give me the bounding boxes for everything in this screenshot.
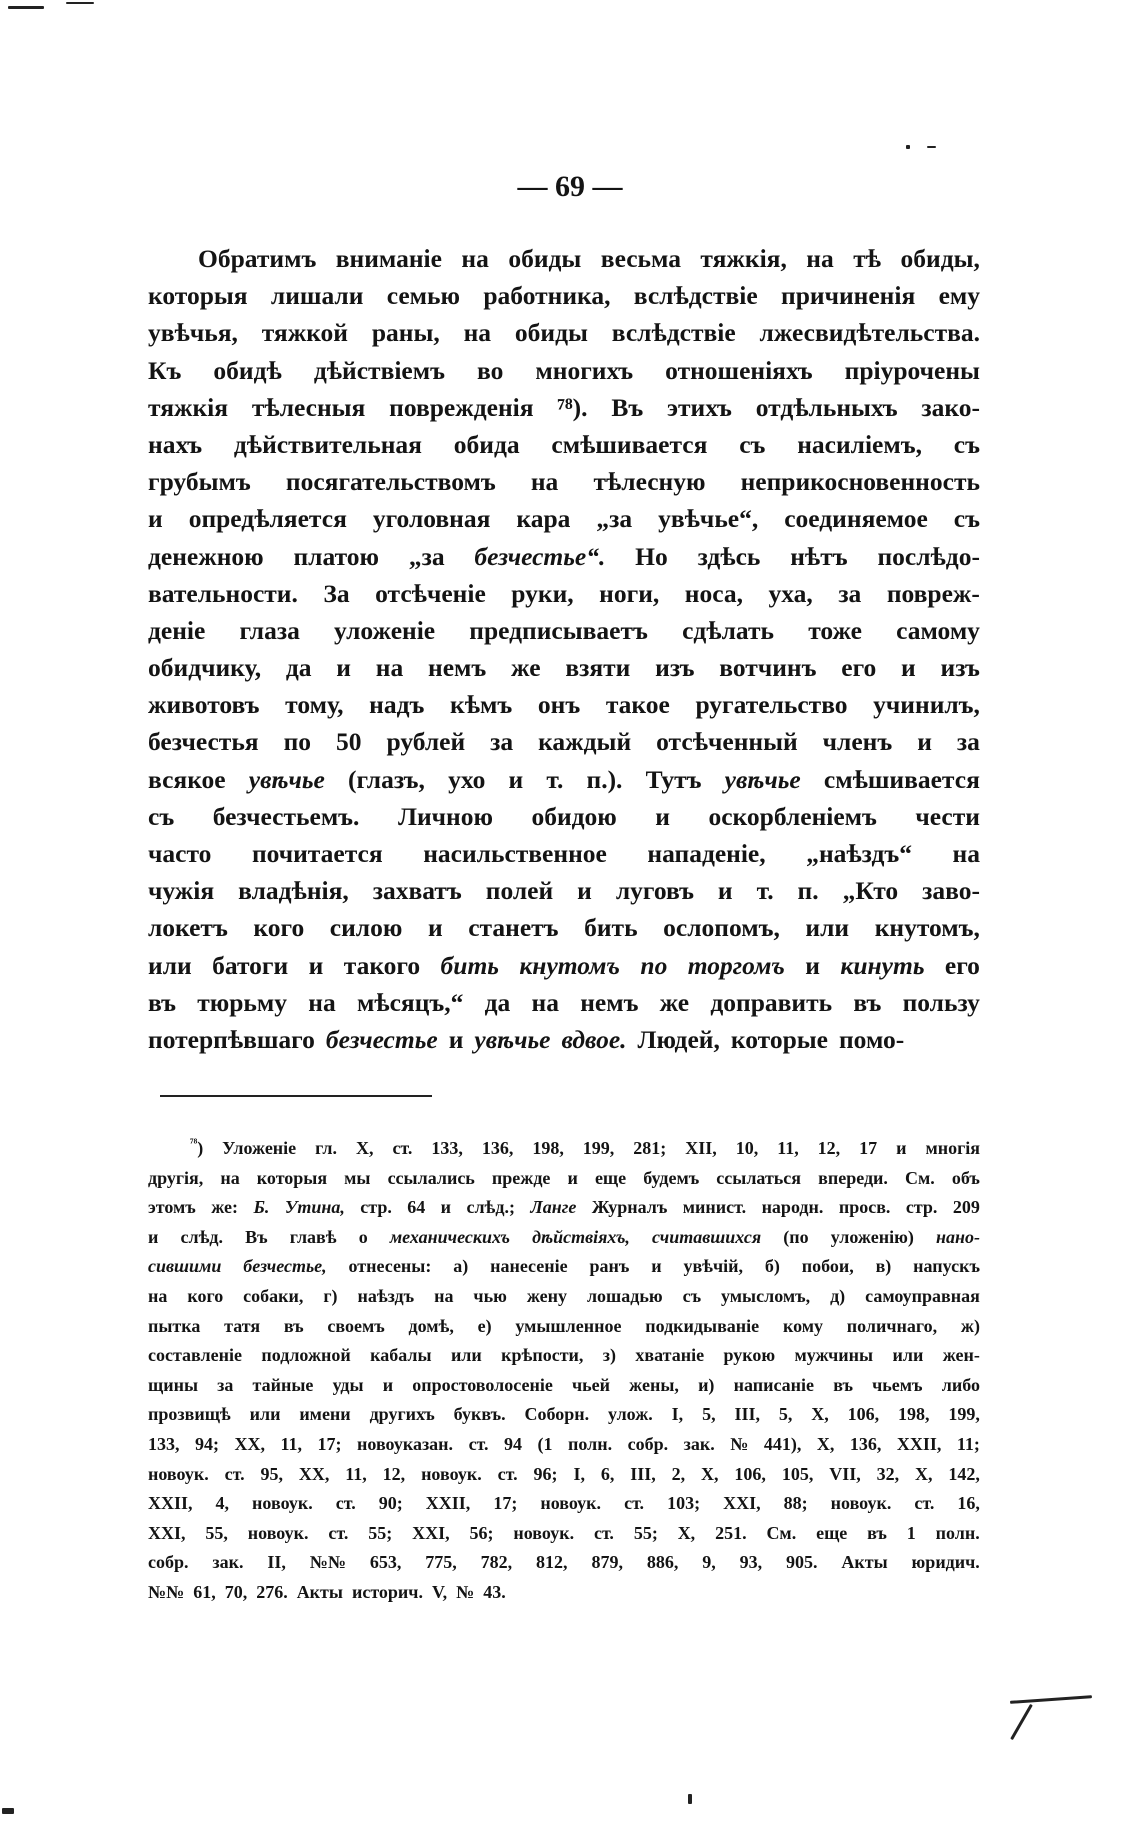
footnote-line: новоук. ст. 95, XX, 11, 12, новоук. ст. 96; I, 6, III, 2, X, 106, 105, VII, 32, X, 142,	[148, 1463, 980, 1484]
footnote-line: составленіе подложной кабалы или крѣпости, з) хватаніе рукою мужчины или жен-	[148, 1345, 980, 1366]
footnote-line: другія, на которыя мы ссылались прежде и еще будемъ ссылаться впереди. См. объ	[148, 1167, 980, 1188]
footnote	[148, 1134, 980, 1608]
footnote-line: $^{^{78}}$) Уложеніе гл. X, ст. 133, 136, 198, 199, 281; XII, 10, 11, 12, 17 и многія	[190, 1136, 980, 1158]
footnote-line: пытка татя въ своемъ домѣ, е) умышленное подкидываніе кому поличнаго, ж)	[148, 1315, 980, 1336]
footnote-line: и слѣд. Въ главѣ о механическихъ дѣйствіяхъ, считавшихся (по уложенію) нано-	[148, 1226, 980, 1247]
text-line: чужія владѣнія, захватъ полей и луговъ и т. п. „Кто заво-	[148, 876, 980, 906]
scan-speck	[8, 6, 44, 9]
footnote-line: XXII, 4, новоук. ст. 90; XXII, 17; новоук. ст. 103; XXI, 88; новоук. ст. 16,	[148, 1493, 980, 1514]
scan-speck	[66, 2, 94, 4]
footnote-line: этомъ же: Б. Утина, стр. 64 и слѣд.; Ланге Журналъ минист. народн. просв. стр. 209	[148, 1197, 980, 1218]
text-line: или батоги и такого бить кнутомъ по торгомъ и кинуть его	[148, 950, 980, 980]
footnote-line: на кого собаки, г) наѣздъ на чью жену лошадью съ умысломъ, д) самоуправная	[148, 1285, 980, 1306]
text-line: всякое увѣчье (глазъ, ухо и т. п.). Тутъ увѣчье смѣшивается	[148, 764, 980, 794]
text-line: нахъ дѣйствительная обида смѣшивается съ насиліемъ, съ	[148, 429, 980, 459]
text-line: часто почитается насильственное нападеніе, „наѣздъ“ на	[148, 839, 980, 868]
page-number: — 69 —	[517, 170, 623, 203]
text-line: грубымъ посягательствомъ на тѣлесную неприкосновенность	[148, 467, 980, 497]
footnote-line: №№ 61, 70, 276. Акты историч. V, № 43.	[148, 1581, 506, 1602]
text-line: вательности. За отсѣченіе руки, ноги, носа, уха, за повреж-	[148, 578, 980, 608]
text-line: увѣчья, тяжкой раны, на обиды вслѣдствіе лжесвидѣтельства.	[148, 318, 980, 348]
scan-speck	[927, 146, 936, 148]
scan-speck	[1010, 1704, 1033, 1740]
main-text	[148, 240, 980, 1058]
scan-speck	[2, 1808, 14, 1814]
text-line: Обратимъ вниманіе на обиды весьма тяжкія, на тѣ обиды,	[198, 244, 980, 273]
text-line: потерпѣвшаго безчестье и увѣчье вдвое. Людей, которые помо-	[148, 1024, 905, 1054]
text-line: локетъ кого силою и станетъ бить ослопомъ, или кнутомъ,	[148, 913, 980, 943]
text-line: тяжкія тѣлесныя поврежденія ⁷⁸). Въ этихъ отдѣльныхъ зако-	[148, 392, 980, 422]
footnote-line: прозвищѣ или имени другихъ буквъ. Соборн. улож. I, 5, III, 5, X, 106, 198, 199,	[148, 1404, 980, 1425]
scan-speck	[688, 1794, 692, 1804]
scan-speck	[906, 145, 910, 149]
footnote-line: собр. зак. II, №№ 653, 775, 782, 812, 879, 886, 9, 93, 905. Акты юридич.	[148, 1552, 980, 1573]
footnote-line: сившими безчестье, отнесены: а) нанесеніе ранъ и увѣчій, б) побои, в) напускъ	[148, 1256, 980, 1277]
scan-speck	[1010, 1695, 1092, 1704]
text-line: въ тюрьму на мѣсяцъ,“ да на немъ же доправить въ пользу	[148, 987, 980, 1017]
footnote-line: XXI, 55, новоук. ст. 55; XXI, 56; новоук. ст. 55; X, 251. См. еще въ 1 полн.	[148, 1522, 980, 1543]
text-line: съ безчестьемъ. Личною обидою и оскорбленіемъ чести	[148, 801, 980, 831]
footnote-line: 133, 94; XX, 11, 17; новоуказан. ст. 94 (1 полн. собр. зак. № 441), X, 136, XXII, 11;	[148, 1433, 980, 1454]
text-line: животовъ тому, надъ кѣмъ онъ такое ругательство учинилъ,	[148, 690, 980, 720]
text-line: денежною платою „за безчестье“. Но здѣсь нѣтъ послѣдо-	[148, 541, 980, 571]
text-line: деніе глаза уложеніе предписываетъ сдѣлать тоже самому	[148, 615, 980, 645]
text-line: и опредѣляется уголовная кара „за увѣчье“, соединяемое съ	[148, 504, 980, 534]
footnote-line: щины за тайные уды и опростоволосеніе чьей жены, и) написаніе въ чьемъ либо	[148, 1374, 980, 1395]
text-line: которыя лишали семью работника, вслѣдствіе причиненія ему	[148, 281, 980, 311]
text-line: Къ обидѣ дѣйствіемъ во многихъ отношеніяхъ пріурочены	[148, 355, 980, 385]
text-line: обидчику, да и на немъ же взяти изъ вотчинъ его и изъ	[148, 653, 980, 683]
text-line: безчестья по 50 рублей за каждый отсѣченный членъ и за	[148, 727, 980, 757]
footnote-divider	[160, 1095, 432, 1097]
